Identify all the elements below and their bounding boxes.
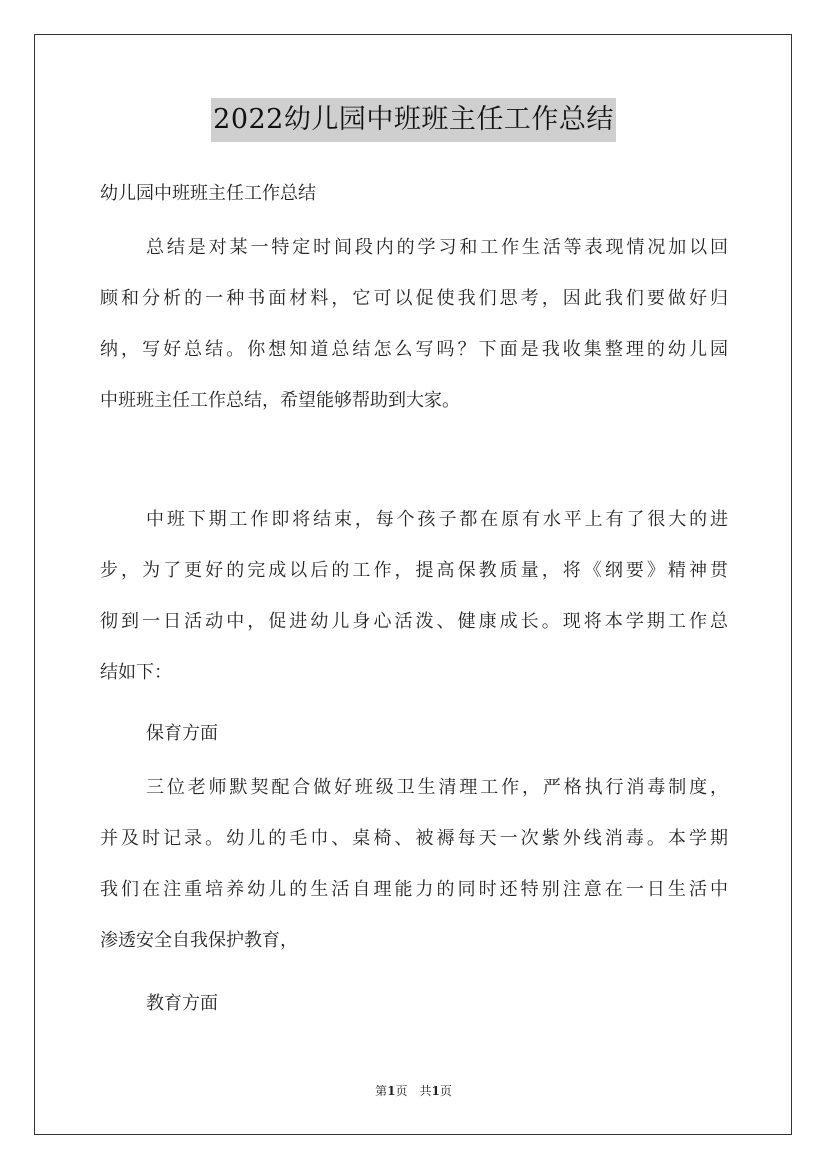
footer-suffix: 页 <box>439 1084 452 1098</box>
page-footer <box>0 1082 827 1099</box>
section-heading-education <box>100 978 728 1029</box>
footer-mid: 页 共 <box>395 1084 432 1098</box>
footer-page-number: 1 <box>387 1084 396 1098</box>
document-title: 2022幼儿园中班班主任工作总结 <box>211 98 616 142</box>
paragraph-line: 纳，写好总结。你想知道总结怎么写吗？下面是我收集整理的幼儿园 <box>100 339 728 360</box>
paragraph-line: 并及时记录。幼儿的毛巾、桌椅、被褥每天一次紫外线消毒。本学期 <box>100 828 728 849</box>
section-heading: 保育方面 <box>146 723 218 744</box>
paragraph-line: 中班班主任工作总结，希望能够帮助到大家。 <box>100 390 460 411</box>
paragraph-line: 总结是对某一特定时间段内的学习和工作生活等表现情况加以回 <box>146 237 728 258</box>
paragraph-line: 结如下： <box>100 662 172 683</box>
paragraph-line: 彻到一日活动中，促进幼儿身心活泼、健康成长。现将本学期工作总 <box>100 611 728 632</box>
title-container <box>0 98 827 142</box>
paragraph-line: 中班下期工作即将结束，每个孩子都在原有水平上有了很大的进 <box>146 509 728 530</box>
section-heading: 教育方面 <box>146 993 218 1014</box>
paragraph-line: 我们在注重培养幼儿的生活自理能力的同时还特别注意在一日生活中 <box>100 879 728 900</box>
footer-page-total: 1 <box>431 1084 440 1098</box>
document-subtitle: 幼儿园中班班主任工作总结 <box>100 183 316 204</box>
paragraph-intro <box>100 222 728 426</box>
paragraph-line: 渗透安全自我保护教育， <box>100 930 298 951</box>
section-heading-care <box>100 708 728 759</box>
paragraph-summary <box>100 494 728 698</box>
paragraph-care <box>100 762 728 966</box>
paragraph-line: 三位老师默契配合做好班级卫生清理工作，严格执行消毒制度， <box>146 777 728 798</box>
paragraph-line: 顾和分析的一种书面材料，它可以促使我们思考，因此我们要做好归 <box>100 288 728 309</box>
paragraph-line: 步，为了更好的完成以后的工作，提高保教质量，将《纲要》精神贯 <box>100 560 728 581</box>
footer-prefix: 第 <box>375 1084 388 1098</box>
